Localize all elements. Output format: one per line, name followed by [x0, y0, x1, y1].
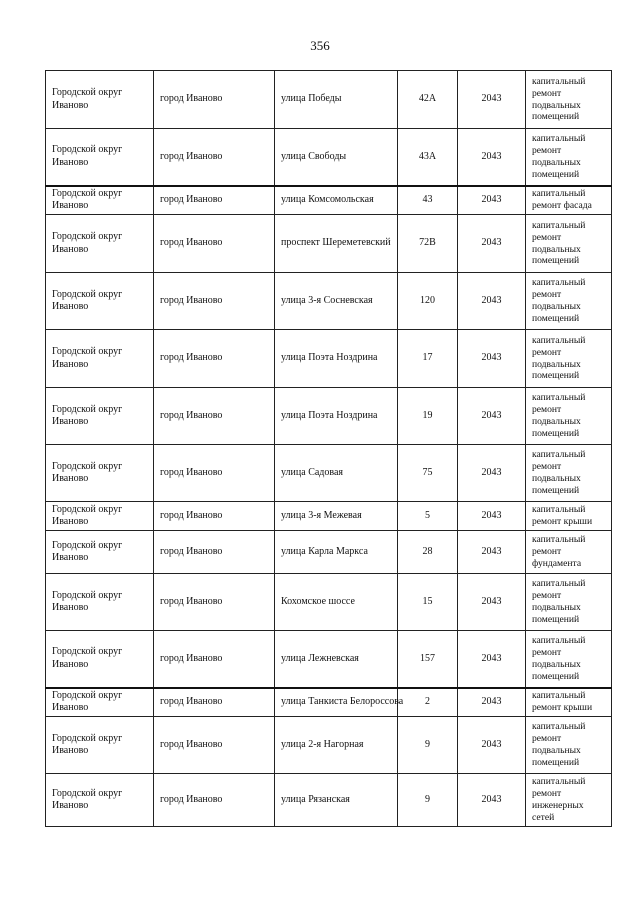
street-cell: улица Свободы: [275, 129, 398, 186]
year-cell: 2043: [458, 717, 526, 774]
table-row: [46, 186, 612, 215]
table-row: [46, 388, 612, 445]
street-cell: улица 3-я Межевая: [275, 502, 398, 531]
table-row: [46, 215, 612, 273]
work-type-cell: капитальный ремонт подвальных помещений: [526, 631, 612, 688]
work-type-cell: капитальный ремонт подвальных помещений: [526, 129, 612, 186]
year-cell: 2043: [458, 330, 526, 388]
district-cell: Городской округ Иваново: [46, 774, 154, 827]
city-cell: город Иваново: [154, 273, 275, 330]
district-cell: Городской округ Иваново: [46, 71, 154, 129]
district-cell: Городской округ Иваново: [46, 717, 154, 774]
city-cell: город Иваново: [154, 71, 275, 129]
city-cell: город Иваново: [154, 129, 275, 186]
city-cell: город Иваново: [154, 502, 275, 531]
table-row: [46, 502, 612, 531]
house-number-cell: 75: [398, 445, 458, 502]
district-cell: Городской округ Иваново: [46, 531, 154, 574]
city-cell: город Иваново: [154, 330, 275, 388]
work-type-cell: капитальный ремонт подвальных помещений: [526, 215, 612, 273]
district-cell: Городской округ Иваново: [46, 129, 154, 186]
street-cell: улица Танкиста Белороссова: [275, 688, 398, 717]
district-cell: Городской округ Иваново: [46, 273, 154, 330]
table-row: [46, 631, 612, 688]
city-cell: город Иваново: [154, 445, 275, 502]
street-cell: улица Карла Маркса: [275, 531, 398, 574]
street-cell: улица Садовая: [275, 445, 398, 502]
district-cell: Городской округ Иваново: [46, 631, 154, 688]
house-number-cell: 120: [398, 273, 458, 330]
street-cell: улица Лежневская: [275, 631, 398, 688]
house-number-cell: 42А: [398, 71, 458, 129]
year-cell: 2043: [458, 774, 526, 827]
work-type-cell: капитальный ремонт фасада: [526, 186, 612, 215]
housing-repair-table: [45, 70, 612, 827]
year-cell: 2043: [458, 129, 526, 186]
district-cell: Городской округ Иваново: [46, 502, 154, 531]
year-cell: 2043: [458, 502, 526, 531]
district-cell: Городской округ Иваново: [46, 688, 154, 717]
table-row: [46, 273, 612, 330]
year-cell: 2043: [458, 574, 526, 631]
work-type-cell: капитальный ремонт фундамента: [526, 531, 612, 574]
house-number-cell: 19: [398, 388, 458, 445]
work-type-cell: капитальный ремонт подвальных помещений: [526, 330, 612, 388]
work-type-cell: капитальный ремонт подвальных помещений: [526, 717, 612, 774]
work-type-cell: капитальный ремонт инженерных сетей: [526, 774, 612, 827]
work-type-cell: капитальный ремонт подвальных помещений: [526, 574, 612, 631]
house-number-cell: 43: [398, 186, 458, 215]
house-number-cell: 43А: [398, 129, 458, 186]
city-cell: город Иваново: [154, 215, 275, 273]
city-cell: город Иваново: [154, 186, 275, 215]
city-cell: город Иваново: [154, 388, 275, 445]
street-cell: улица Комсомольская: [275, 186, 398, 215]
year-cell: 2043: [458, 445, 526, 502]
district-cell: Городской округ Иваново: [46, 330, 154, 388]
house-number-cell: 9: [398, 774, 458, 827]
district-cell: Городской округ Иваново: [46, 574, 154, 631]
street-cell: улица Рязанская: [275, 774, 398, 827]
city-cell: город Иваново: [154, 688, 275, 717]
street-cell: улица 2-я Нагорная: [275, 717, 398, 774]
city-cell: город Иваново: [154, 774, 275, 827]
district-cell: Городской округ Иваново: [46, 215, 154, 273]
table-body: [46, 71, 612, 827]
district-cell: Городской округ Иваново: [46, 186, 154, 215]
city-cell: город Иваново: [154, 717, 275, 774]
work-type-cell: капитальный ремонт крыши: [526, 502, 612, 531]
table-row: [46, 330, 612, 388]
table-row: [46, 531, 612, 574]
year-cell: 2043: [458, 688, 526, 717]
district-cell: Городской округ Иваново: [46, 388, 154, 445]
table-row: [46, 129, 612, 186]
table-row: [46, 71, 612, 129]
city-cell: город Иваново: [154, 531, 275, 574]
work-type-cell: капитальный ремонт крыши: [526, 688, 612, 717]
street-cell: улица Поэта Ноздрина: [275, 330, 398, 388]
table-row: [46, 717, 612, 774]
house-number-cell: 157: [398, 631, 458, 688]
house-number-cell: 2: [398, 688, 458, 717]
year-cell: 2043: [458, 531, 526, 574]
city-cell: город Иваново: [154, 574, 275, 631]
year-cell: 2043: [458, 273, 526, 330]
year-cell: 2043: [458, 388, 526, 445]
table-row: [46, 445, 612, 502]
district-cell: Городской округ Иваново: [46, 445, 154, 502]
work-type-cell: капитальный ремонт подвальных помещений: [526, 445, 612, 502]
work-type-cell: капитальный ремонт подвальных помещений: [526, 71, 612, 129]
page-number: 356: [310, 38, 330, 53]
house-number-cell: 28: [398, 531, 458, 574]
table-row: [46, 688, 612, 717]
street-cell: Кохомское шоссе: [275, 574, 398, 631]
work-type-cell: капитальный ремонт подвальных помещений: [526, 388, 612, 445]
house-number-cell: 9: [398, 717, 458, 774]
street-cell: улица 3-я Сосневская: [275, 273, 398, 330]
house-number-cell: 72В: [398, 215, 458, 273]
year-cell: 2043: [458, 215, 526, 273]
street-cell: улица Поэта Ноздрина: [275, 388, 398, 445]
house-number-cell: 17: [398, 330, 458, 388]
year-cell: 2043: [458, 186, 526, 215]
street-cell: проспект Шереметевский: [275, 215, 398, 273]
table-row: [46, 774, 612, 827]
house-number-cell: 15: [398, 574, 458, 631]
year-cell: 2043: [458, 71, 526, 129]
table-row: [46, 574, 612, 631]
year-cell: 2043: [458, 631, 526, 688]
work-type-cell: капитальный ремонт подвальных помещений: [526, 273, 612, 330]
house-number-cell: 5: [398, 502, 458, 531]
street-cell: улица Победы: [275, 71, 398, 129]
city-cell: город Иваново: [154, 631, 275, 688]
